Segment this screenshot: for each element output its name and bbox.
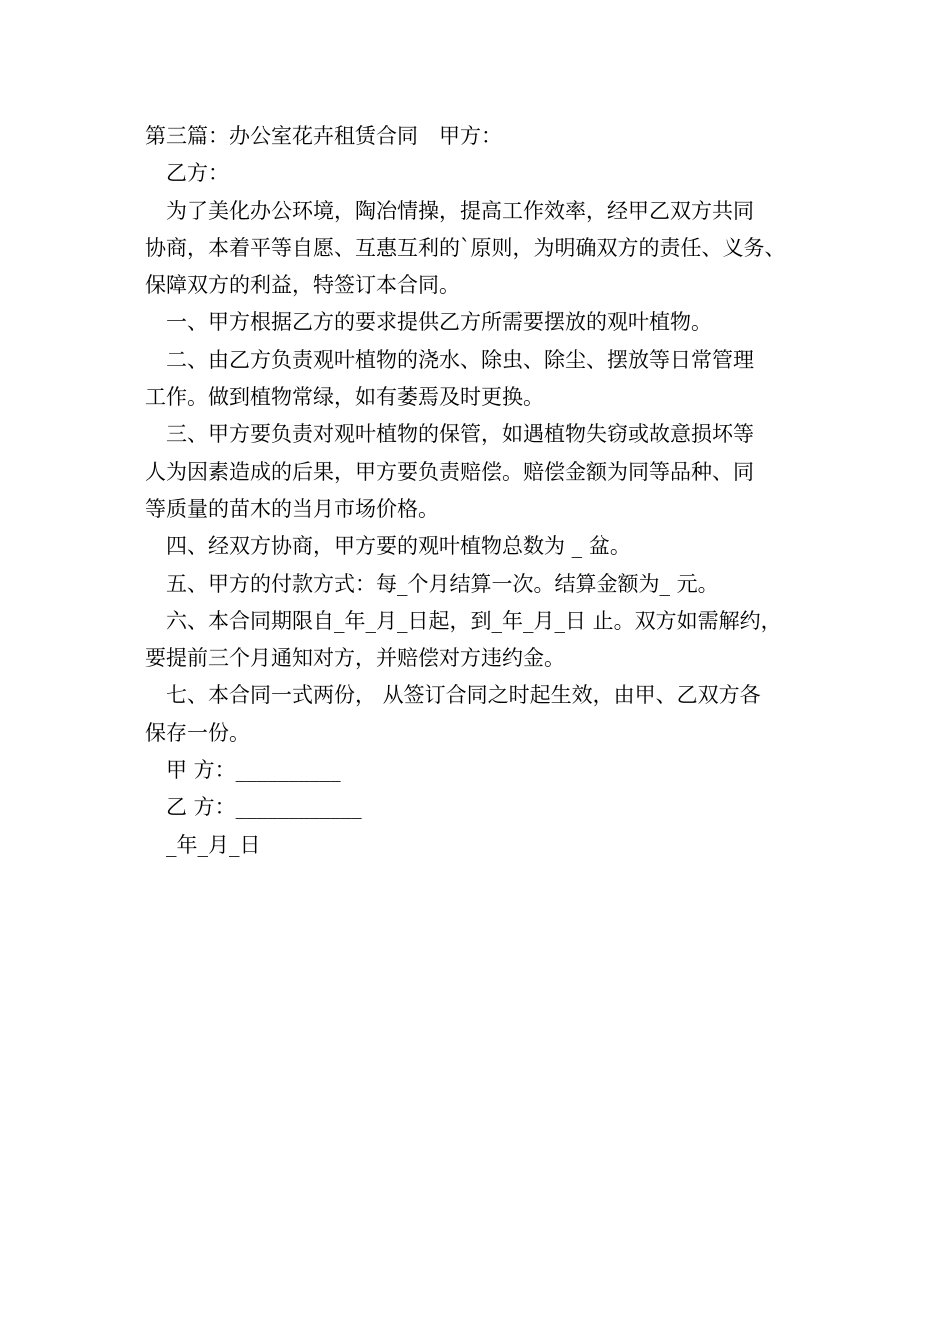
clause-line: 三、甲方要负责对观叶植物的保管，如遇植物失窃或故意损坏等 <box>145 422 754 447</box>
signature-party-a: 甲 方：__________ <box>145 758 341 783</box>
clause-line: 四、经双方协商，甲方要的观叶植物总数为 _ 盆。 <box>145 534 631 559</box>
clause-line: 等质量的苗木的当月市场价格。 <box>145 496 439 521</box>
signature-party-b: 乙 方：____________ <box>145 795 362 820</box>
clause-line: 人为因素造成的后果，甲方要负责赔偿。赔偿金额为同等品种、同 <box>145 459 754 484</box>
clause-2 <box>145 342 835 417</box>
clause-3 <box>145 416 835 528</box>
clause-line: 七、本合同一式两份， 从签订合同之时起生效，由甲、乙双方各 <box>145 683 761 708</box>
clause-line: 六、本合同期限自_年_月_日起，到_年_月_日 止。双方如需解约， <box>145 608 782 633</box>
clause-1 <box>145 304 835 341</box>
heading-line: 第三篇：办公室花卉租赁合同 甲方： <box>145 124 502 148</box>
contract-body <box>145 118 835 864</box>
clause-7 <box>145 677 835 752</box>
preamble-line: 保障双方的利益，特签订本合同。 <box>145 273 460 298</box>
preamble-line: 为了美化办公环境，陶冶情操，提高工作效率，经甲乙双方共同 <box>145 198 754 223</box>
signature-date: _年_月_日 <box>145 832 261 857</box>
clause-line: 保存一份。 <box>145 720 250 745</box>
party-b-label: 乙方： <box>145 161 229 186</box>
clause-5 <box>145 566 835 603</box>
clause-line: 工作。做到植物常绿，如有萎焉及时更换。 <box>145 385 544 410</box>
preamble-line: 协商，本着平等自愿、互惠互利的`原则，为明确双方的责任、义务、 <box>145 235 786 260</box>
preamble-paragraph <box>145 193 835 305</box>
clause-6 <box>145 603 835 678</box>
clause-line: 二、由乙方负责观叶植物的浇水、除虫、除尘、摆放等日常管理 <box>145 347 754 372</box>
clause-line: 要提前三个月通知对方，并赔偿对方违约金。 <box>145 646 565 671</box>
clause-line: 五、甲方的付款方式：每_个月结算一次。结算金额为_ 元。 <box>145 571 719 596</box>
clause-line: 一、甲方根据乙方的要求提供乙方所需要摆放的观叶植物。 <box>145 310 712 335</box>
clause-4 <box>145 528 835 565</box>
